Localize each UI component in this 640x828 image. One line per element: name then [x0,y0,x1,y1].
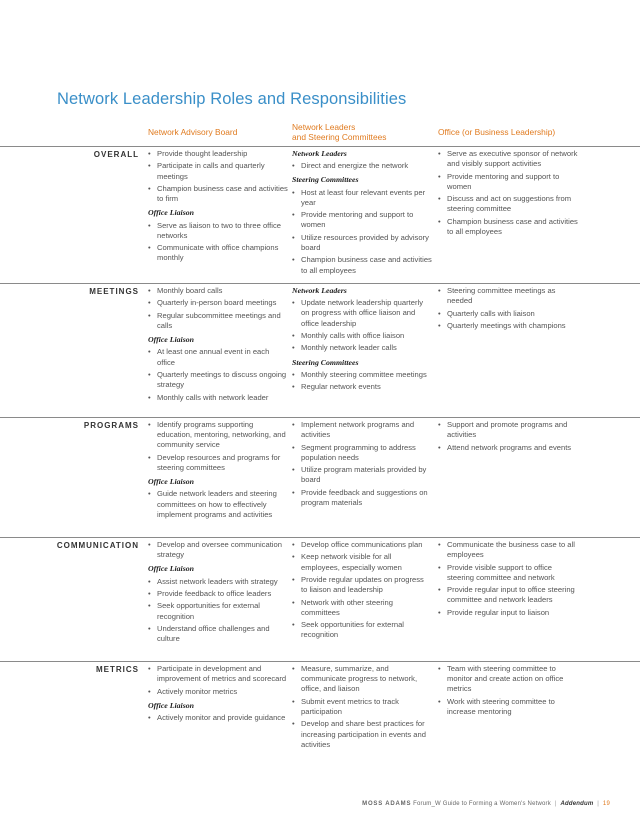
page-footer [360,801,610,807]
cell-subheading: Steering Committees [292,175,359,185]
list-item: • Team with steering committee to monitor and create action on office metrics [438,664,578,695]
list-item: • Champion business case and activities to all employees [438,217,578,237]
list-item: • Implement network programs and activities [292,420,432,440]
column-header-advisory-board: Network Advisory Board [148,127,238,137]
list-item: • Quarterly meetings to discuss ongoing strategy [148,370,288,390]
row-label: METRICS [96,665,139,674]
list-item: • Develop and share best practices for increasing participation in events and activities [292,719,432,750]
list-item: • Provide regular updates on progress to liaison and leadership [292,575,432,595]
list-item: • Develop and oversee communication strategy [148,540,288,560]
table-cell [292,540,432,643]
list-item: • Communicate with office champions monthly [148,243,288,263]
row-label: PROGRAMS [83,421,139,430]
row-overall [0,146,640,283]
bullet-list [292,298,432,353]
row-meetings [0,283,640,417]
table-cell [438,286,578,333]
list-item: • Guide network leaders and steering committees on how to effectively implement programs and activities [148,489,288,520]
bullet-list [148,221,288,264]
list-item: • At least one annual event in each office [148,347,288,367]
bullet-list [292,370,432,393]
bullet-list [148,286,288,331]
table-cell [148,286,288,405]
table-cell [292,420,432,510]
list-item: • Participate in development and improvement of metrics and scorecard [148,664,288,684]
list-item: • Work with steering committee to increase mentoring [438,697,578,717]
list-item: • Quarterly in-person board meetings [148,298,288,308]
list-item: • Champion business case and activities to firm [148,184,288,204]
bullet-list [148,489,288,520]
list-item: • Utilize resources provided by advisory board [292,233,432,253]
bullet-list [292,188,432,276]
bullet-list [148,149,288,204]
table-cell [292,664,432,752]
bullet-list [438,420,578,453]
list-item: • Monthly steering committee meetings [292,370,432,380]
cell-subheading: Steering Committees [292,357,359,367]
table-cell [438,664,578,719]
column-header-office-leadership: Office (or Business Leadership) [438,127,556,137]
bullet-list [292,664,432,750]
list-item: • Provide mentoring and support to women [438,172,578,192]
footer-brand: MOSS ADAMS [362,801,412,807]
row-label: MEETINGS [89,287,139,296]
table-cell [148,664,288,725]
footer-separator: | [597,801,600,807]
column-header-network-leaders: Network Leaders and Steering Committees [292,122,387,142]
footer-publication: Forum_W Guide to Forming a Women's Network [413,801,551,807]
table-cell [148,540,288,647]
list-item: • Update network leadership quarterly on progress with office liaison and office leadership [292,298,432,329]
table-cell [148,149,288,266]
list-item: • Discuss and act on suggestions from steering committee [438,194,578,214]
list-item: • Communicate the business case to all employees [438,540,578,560]
page-number: 19 [602,801,610,807]
list-item: • Monthly calls with office liaison [292,331,432,341]
row-metrics [0,661,640,762]
cell-subheading: Office Liaison [148,564,194,574]
cell-subheading: Office Liaison [148,208,194,218]
list-item: • Regular network events [292,382,432,392]
list-item: • Develop resources and programs for steering committees [148,453,288,473]
list-item: • Develop office communications plan [292,540,432,550]
list-item: • Provide feedback and suggestions on program materials [292,488,432,508]
bullet-list [148,577,288,645]
list-item: • Provide feedback to office leaders [148,589,288,599]
bullet-list [292,161,432,171]
list-item: • Provide mentoring and support to women [292,210,432,230]
list-item: • Network with other steering committees [292,598,432,618]
list-item: • Monthly board calls [148,286,288,296]
footer-section: Addendum [560,801,594,807]
cell-subheading: Office Liaison [148,335,194,345]
list-item: • Understand office challenges and culture [148,624,288,644]
table-cell [148,420,288,522]
list-item: • Steering committee meetings as needed [438,286,578,306]
table-cell [438,149,578,239]
row-communication [0,537,640,661]
list-item: • Serve as liaison to two to three office networks [148,221,288,241]
row-programs [0,417,640,537]
list-item: • Seek opportunities for external recognition [292,620,432,640]
list-item: • Quarterly meetings with champions [438,321,578,331]
table-header [0,120,640,146]
list-item: • Provide visible support to office steering committee and network [438,563,578,583]
bullet-list [148,347,288,402]
bullet-list [292,540,432,641]
bullet-list [438,540,578,618]
cell-subheading: Network Leaders [292,286,347,295]
list-item: • Direct and energize the network [292,161,432,171]
bullet-list [292,420,432,508]
list-item: • Identify programs supporting education, mentoring, networking, and community service [148,420,288,451]
bullet-list [148,713,288,723]
table-cell [438,540,578,620]
list-item: • Serve as executive sponsor of network and visibly support activities [438,149,578,169]
list-item: • Submit event metrics to track participation [292,697,432,717]
list-item: • Actively monitor and provide guidance [148,713,288,723]
list-item: • Host at least four relevant events per year [292,188,432,208]
list-item: • Seek opportunities for external recognition [148,601,288,621]
page-title: Network Leadership Roles and Responsibilities [57,90,407,108]
list-item: • Provide regular input to liaison [438,608,578,618]
list-item: • Monthly network leader calls [292,343,432,353]
list-item: • Utilize program materials provided by board [292,465,432,485]
list-item: • Provide thought leadership [148,149,288,159]
footer-separator: | [554,801,557,807]
list-item: • Quarterly calls with liaison [438,309,578,319]
list-item: • Attend network programs and events [438,443,578,453]
list-item: • Regular subcommittee meetings and calls [148,311,288,331]
bullet-list [148,664,288,697]
bullet-list [438,286,578,331]
table-cell [292,149,432,278]
list-item: • Keep network visible for all employees, especially women [292,552,432,572]
bullet-list [148,420,288,473]
list-item: • Segment programming to address population needs [292,443,432,463]
table-cell [292,286,432,395]
list-item: • Participate in calls and quarterly meetings [148,161,288,181]
list-item: • Actively monitor metrics [148,687,288,697]
row-label: OVERALL [93,150,139,159]
list-item: • Assist network leaders with strategy [148,577,288,587]
table-cell [438,420,578,455]
row-label: COMMUNICATION [56,541,139,550]
list-item: • Champion business case and activities to all employees [292,255,432,275]
bullet-list [148,540,288,560]
list-item: • Measure, summarize, and communicate progress to network, office, and liaison [292,664,432,695]
cell-subheading: Office Liaison [148,700,194,710]
cell-subheading: Network Leaders [292,149,347,158]
cell-subheading: Office Liaison [148,477,194,487]
list-item: • Provide regular input to office steering committee and network leaders [438,585,578,605]
list-item: • Support and promote programs and activities [438,420,578,440]
list-item: • Monthly calls with network leader [148,393,288,403]
bullet-list [438,664,578,717]
bullet-list [438,149,578,237]
